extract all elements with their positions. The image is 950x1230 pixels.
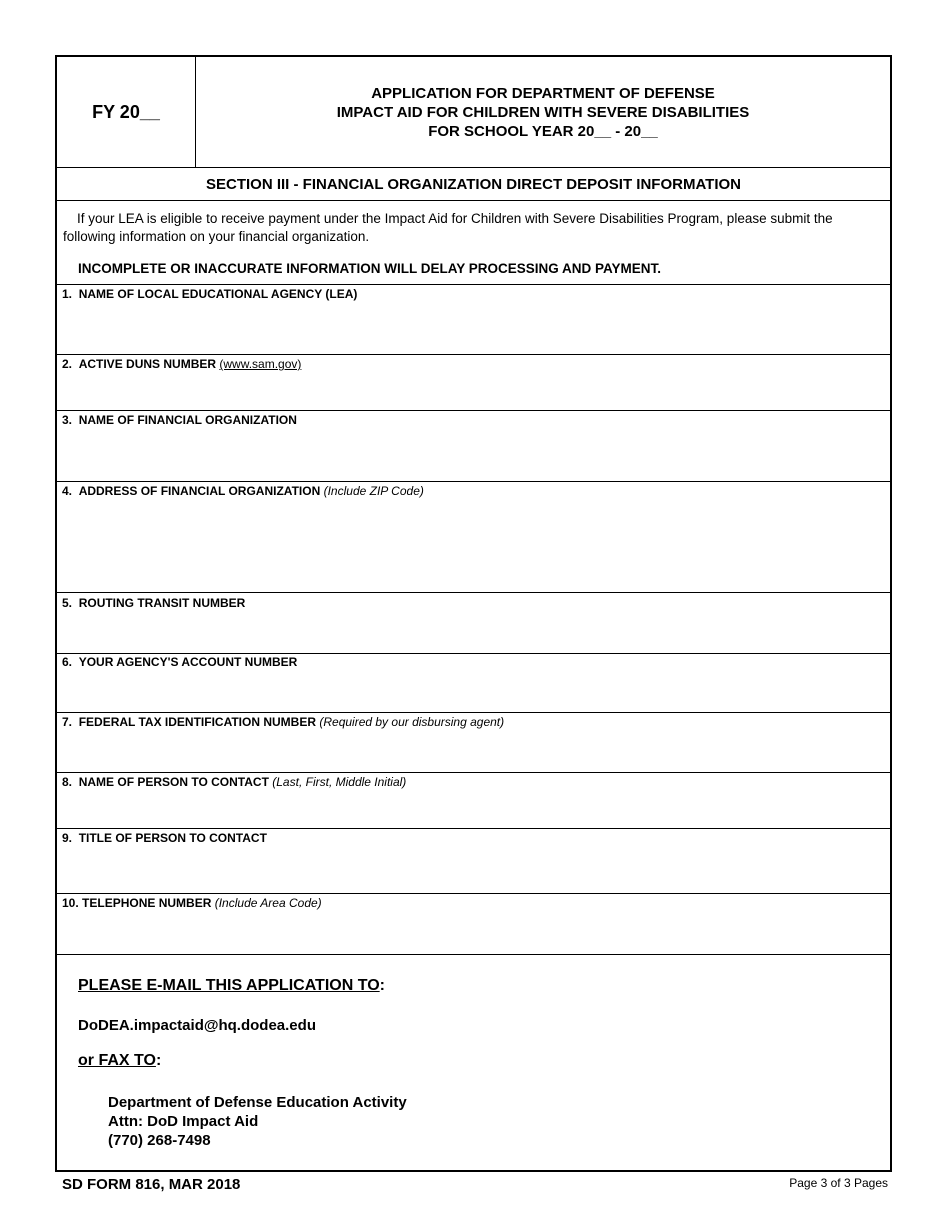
warning-text: INCOMPLETE OR INACCURATE INFORMATION WILL DELAY PROCESSING AND PAYMENT. — [78, 261, 662, 276]
form-title-line-3: FOR SCHOOL YEAR 20__ - 20__ — [428, 122, 658, 140]
fax-organization: Department of Defense Education Activity — [108, 1094, 407, 1111]
email-address[interactable]: DoDEA.impactaid@hq.dodea.edu — [78, 1017, 316, 1034]
divider — [57, 200, 890, 201]
email-heading: PLEASE E-MAIL THIS APPLICATION TO: — [78, 977, 385, 994]
section-title: SECTION III - FINANCIAL ORGANIZATION DIRECT DEPOSIT INFORMATION — [206, 175, 741, 193]
field-3-label: 3. NAME OF FINANCIAL ORGANIZATION — [62, 413, 297, 427]
duns-number-input[interactable] — [79, 382, 880, 400]
fax-recipient — [108, 1093, 407, 1150]
intro-text: If your LEA is eligible to receive payment under the Impact Aid for Children with Severe Disabilities Program, please submit the following information on your financial organization. — [63, 211, 833, 244]
fiscal-year-label: FY 20__ — [57, 57, 196, 167]
field-5-label: 5. ROUTING TRANSIT NUMBER — [62, 596, 246, 610]
field-9-label: 9. TITLE OF PERSON TO CONTACT — [62, 831, 267, 845]
divider — [57, 954, 890, 955]
divider — [57, 893, 890, 894]
page-number: Page 3 of 3 Pages — [789, 1176, 888, 1190]
field-1-label: 1. NAME OF LOCAL EDUCATIONAL AGENCY (LEA) — [62, 287, 358, 301]
fax-heading: or FAX TO: — [78, 1052, 162, 1069]
routing-number-input[interactable] — [79, 622, 880, 640]
divider — [57, 772, 890, 773]
telephone-input[interactable] — [79, 923, 880, 941]
lea-name-input[interactable] — [79, 315, 880, 333]
fax-number: (770) 268-7498 — [108, 1132, 211, 1149]
form-title-line-1: APPLICATION FOR DEPARTMENT OF DEFENSE — [371, 84, 715, 102]
divider — [57, 284, 890, 285]
form-identifier: SD FORM 816, MAR 2018 — [62, 1176, 241, 1193]
sam-gov-link[interactable]: (www.sam.gov) — [219, 357, 302, 371]
divider — [57, 481, 890, 482]
form-title — [196, 57, 890, 167]
form-title-line-2: IMPACT AID FOR CHILDREN WITH SEVERE DISABILITIES — [336, 103, 750, 121]
fax-attention: Attn: DoD Impact Aid — [108, 1113, 259, 1130]
tax-id-input[interactable] — [79, 742, 880, 760]
field-2-label: 2. ACTIVE DUNS NUMBER (www.sam.gov) — [62, 357, 302, 371]
divider — [57, 354, 890, 355]
divider — [57, 653, 890, 654]
financial-org-address-input[interactable] — [79, 517, 880, 535]
financial-org-name-input[interactable] — [79, 442, 880, 460]
contact-name-input[interactable] — [79, 801, 880, 819]
divider — [57, 828, 890, 829]
divider — [57, 592, 890, 593]
field-8-label: 8. NAME OF PERSON TO CONTACT (Last, First, Middle Initial) — [62, 775, 407, 789]
field-6-label: 6. YOUR AGENCY'S ACCOUNT NUMBER — [62, 655, 298, 669]
field-7-label: 7. FEDERAL TAX IDENTIFICATION NUMBER (Required by our disbursing agent) — [62, 715, 505, 729]
field-4-label: 4. ADDRESS OF FINANCIAL ORGANIZATION (Include ZIP Code) — [62, 484, 424, 498]
divider — [57, 712, 890, 713]
account-number-input[interactable] — [79, 682, 880, 700]
divider — [57, 410, 890, 411]
contact-title-input[interactable] — [79, 860, 880, 878]
form-frame — [55, 55, 892, 1172]
field-10-label: 10. TELEPHONE NUMBER (Include Area Code) — [62, 896, 322, 910]
